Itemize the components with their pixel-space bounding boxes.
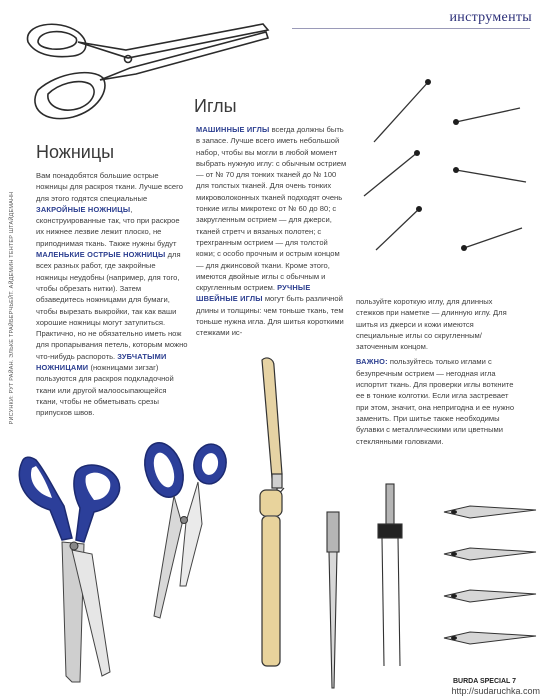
footer-brand: BURDA SPECIAL 7	[452, 678, 516, 685]
highlight-pinking-shears: ЗУБЧАТЫМИ НОЖНИЦАМИ	[36, 351, 167, 373]
needle-points-illustration	[440, 496, 540, 646]
scissors-p4: (ножницами зигзаг) пользуются для раскроя подкладочной ткани или другой малоосыпающейся ткани, чтобы не обметывать срезы припусков швов.	[36, 363, 174, 418]
pins-illustration	[360, 80, 540, 270]
side-credit: РИСУНКИ: РУТ РАЙАН. ЭЛЬКЕ ТРАЙБЕРЧЬЕЙТ. АЙДЕМИН ТЕНТЕР ШТАЙДЕМАНН	[9, 191, 15, 425]
header-rule	[292, 28, 530, 29]
highlight-important: ВАЖНО:	[356, 357, 388, 367]
scissors-text-column	[36, 170, 188, 419]
needles-p2: могут быть различной длины и толщины: чем тоньше ткань, тем тоньше нужна игла. Для шитья короткими стежками ис-	[196, 294, 344, 338]
seam-ripper-illustration	[252, 356, 292, 506]
scissors-p3: для всех разных работ, где закройные ножницы неудобны (например, для того, чтобы обрезать нитки). Затем обзаведитесь ножницами для бумаги, чтобы вырезать выкройки, так как ваши хорошие ножницы могут затупиться. Практично, но не обязательно иметь нож для пропарывания петель, которым можно что-нибудь распороть.	[36, 250, 188, 361]
highlight-hand-needles: РУЧНЫЕ ШВЕЙНЫЕ ИГЛЫ	[196, 283, 311, 304]
highlight-small-scissors: МАЛЕНЬКИЕ ОСТРЫЕ НОЖНИЦЫ	[36, 250, 166, 260]
tailor-scissors-illustration	[18, 12, 278, 127]
highlight-tailor-scissors: ЗАКРОЙНЫЕ НОЖНИЦЫ	[36, 204, 131, 214]
needles-text-column	[196, 124, 348, 339]
highlight-machine-needles: МАШИННЫЕ ИГЛЫ	[196, 125, 270, 134]
needles-p4: пользуйтесь только иглами с безупречным острием — негодная игла испортит ткань. Для проверки иглы воткните ее в тонкие колготки. Если игла застревает при этом, значит, она непригодна и ее нужно заменить. При шитье также необходимы булавки с металлическими или цветными стеклянными головками.	[356, 357, 515, 446]
small-scissors-illustration	[130, 436, 240, 626]
section-header: инструменты	[449, 10, 532, 25]
needles-p1: всегда должны быть в запасе. Лучше всего иметь небольшой набор, чтобы вы могли в любой момент выбрать нужную иглу: с обычным острием — от № 70 для тонких тканей до № 100 для толстых тканей. Для очень тонких микроволоконных тканей подходят очень тонкие иглы микротекс от № 60 до 80; с закругленным острием — для джерси, тканей стретч и вязаных полотен; с трехгранным острием — для толстой кожи; с особо прочным и острым концом — для джинсовой ткани. Кроме этого, имеются двойные иглы с обычным и скругленным острием.	[196, 125, 347, 293]
scissors-title: Ножницы	[36, 142, 115, 162]
needles-continuation-column	[356, 296, 516, 447]
scissors-p1: Вам понадобятся большие острые ножницы для раскроя ткани. Лучше всего для этого годятся специальные	[36, 171, 183, 203]
needles-p3: пользуйте короткую иглу, для длинных стежков при наметке — длинную иглу. Для шитья из джерси и кожи имеются специальные иглы со скругленным/заточенным концом.	[356, 297, 507, 352]
scissors-p2: , сконструированные так, что при раскрое их нижнее лезвие лежит плоско, не приподнимая ткань. Также нужны будут	[36, 204, 180, 248]
machine-needle-illustration	[318, 512, 348, 692]
needle-case-illustration	[252, 486, 292, 676]
twin-needle-illustration	[372, 484, 416, 674]
needles-title: Иглы	[194, 96, 237, 116]
footer-url[interactable]: http://sudaruchka.com	[451, 686, 540, 696]
